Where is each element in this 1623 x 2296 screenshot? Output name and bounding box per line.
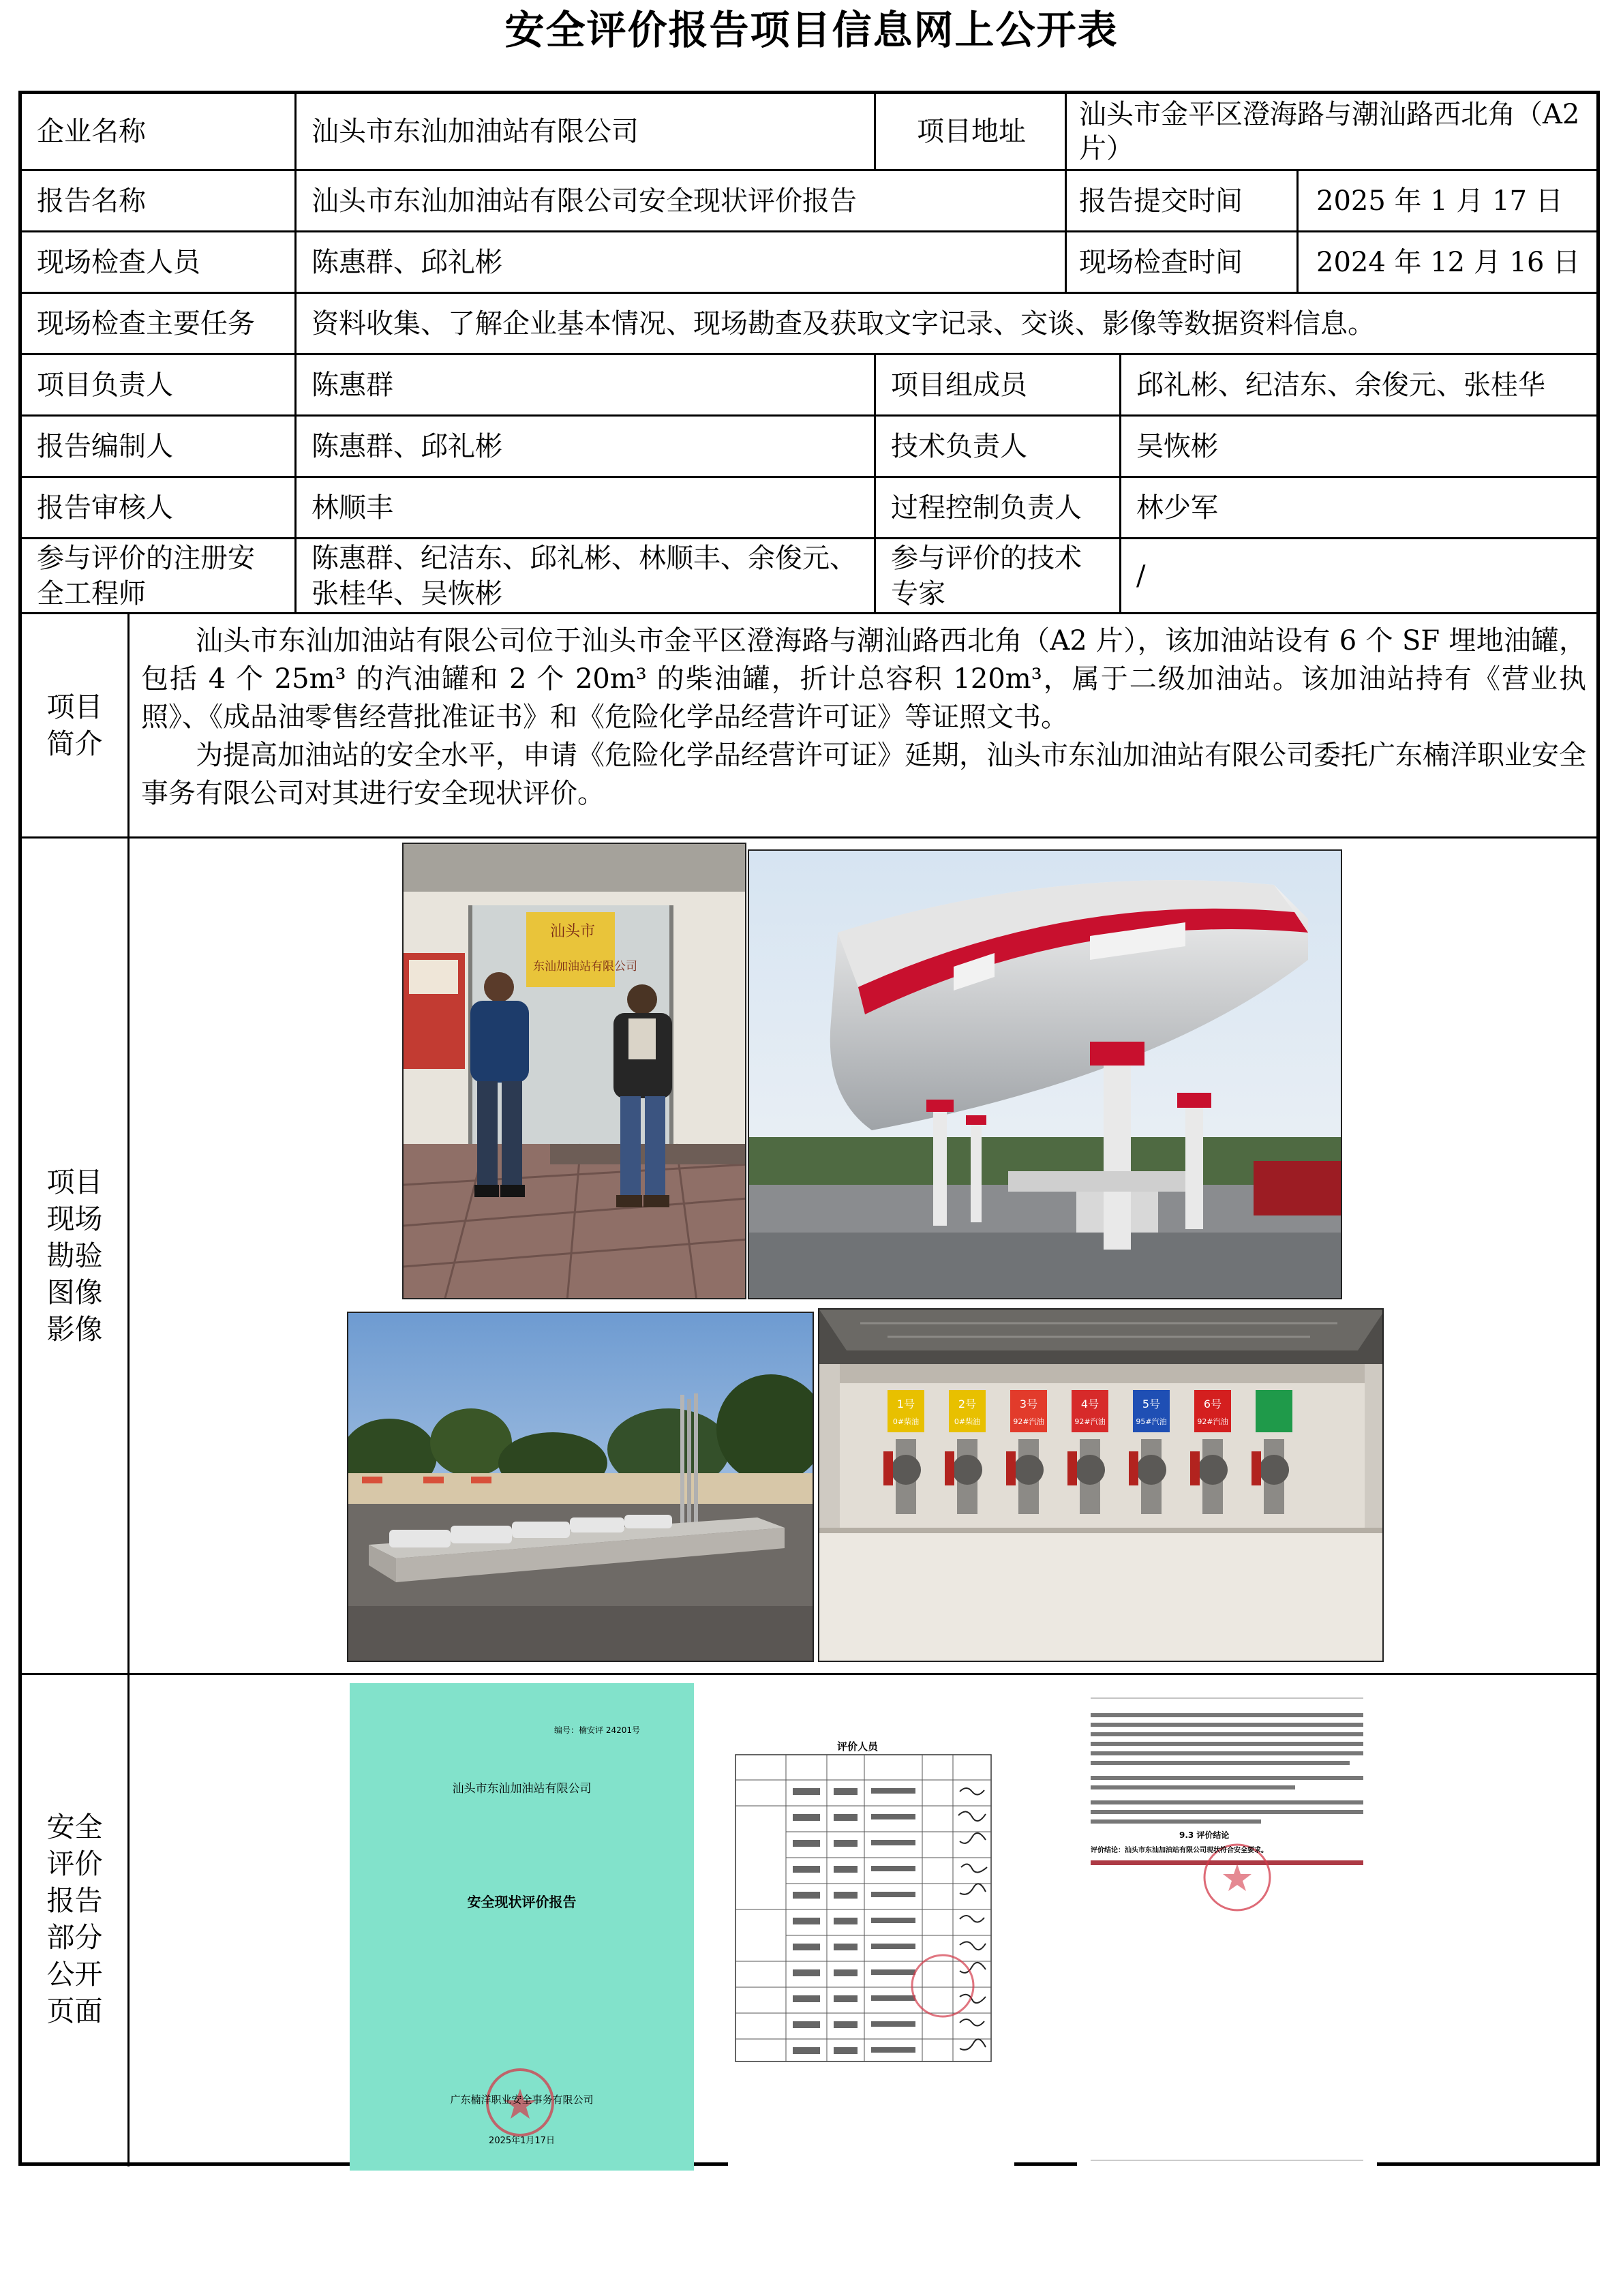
engineers-value [297,539,874,612]
valve-handle [883,1451,893,1485]
row-divider [22,612,1596,614]
process-lead-label: 过程控制负责人 [891,492,1082,524]
members-value: 邱礼彬、纪洁东、余俊元、张桂华 [1136,369,1545,401]
tech-lead-label: 技术负责人 [891,430,1027,462]
engineers-value-line2: 张桂华、吴恢彬 [312,577,502,609]
page-title: 安全评价报告项目信息网上公开表 [504,7,1119,53]
pump-sub-text: 0#柴油 [954,1417,981,1426]
valve-handle [1067,1451,1077,1485]
pump-label-text: 1号 [896,1398,915,1410]
staff-title: 评价人员 [836,1740,878,1753]
engineers-value-line1: 陈惠群、纪洁东、邱礼彬、林顺丰、余俊元、 [312,542,857,574]
leader-label: 项目负责人 [37,369,173,401]
experts-label [876,539,1119,612]
report-label-line: 评价 [46,1847,103,1880]
valve-handle [1252,1451,1261,1485]
report-label [22,1675,127,2162]
pump-sub-text: 95#汽油 [1136,1417,1167,1426]
row-divider [22,1673,1596,1675]
pump-sub-text: 92#汽油 [1197,1417,1228,1426]
address-value-line1: 汕头市金平区澄海路与潮汕路西北角（A2 [1079,99,1580,130]
pump-sub-text: 0#柴油 [892,1417,920,1426]
conclusion-title: 9.3 评价结论 [1179,1830,1230,1840]
engineers-label [22,539,294,612]
photos-label-line: 项目 [46,1166,103,1198]
valve-icon [1198,1455,1228,1485]
company-label: 企业名称 [37,116,146,147]
inspectors-label: 现场检查人员 [37,246,200,278]
inspect-time-value: 2024 年 12 月 16 日 [1316,246,1581,278]
intro-label-line2: 简介 [46,727,103,760]
report-name-label: 报告名称 [37,185,146,217]
submit-time-label: 报告提交时间 [1079,185,1243,217]
members-label: 项目组成员 [891,369,1027,401]
row-divider [22,836,1596,839]
photos-label-line: 勘验 [46,1239,103,1272]
valve-handle [945,1451,954,1485]
valve-icon [1136,1455,1166,1485]
pump-label-text: 5号 [1142,1398,1161,1410]
valve-icon [952,1455,982,1485]
photo-inspectors [402,843,746,1299]
address-label: 项目地址 [917,116,1026,147]
reviewer-label: 报告审核人 [37,492,173,524]
report-name-value: 汕头市东汕加油站有限公司安全现状评价报告 [312,185,857,217]
tech-lead-value: 吴恢彬 [1136,430,1218,462]
experts-value: / [1136,560,1146,592]
valve-handle [1129,1451,1138,1485]
experts-label-line1: 参与评价的技术 [891,542,1082,574]
cover-title: 安全现状评价报告 [467,1894,577,1910]
pump-sub-text: 92#汽油 [1074,1417,1106,1426]
intro-text [141,622,1586,813]
cover-org: 广东楠洋职业安全事务有限公司 [450,2094,594,2106]
photo-canopy [748,849,1342,1299]
main-task-value: 资料收集、了解企业基本情况、现场勘查及获取文字记录、交谈、影像等数据资料信息。 [312,307,1375,339]
report-label-line: 安全 [46,1810,103,1843]
pump-label-text: 6号 [1203,1398,1222,1410]
pump-sub-text: 92#汽油 [1013,1417,1044,1426]
inspect-time-label: 现场检查时间 [1079,246,1243,278]
cover-company: 汕头市东汕加油站有限公司 [452,1782,592,1796]
process-lead-value: 林少军 [1136,492,1218,524]
col-divider [127,612,130,2166]
valve-handle [1190,1451,1200,1485]
report-cover-page [350,1683,694,2171]
photos-label-line: 图像 [46,1276,103,1309]
pump-label-text: 3号 [1019,1398,1038,1410]
conclusion-text: 评价结论：汕头市东汕加油站有限公司现状符合安全要求。 [1091,1847,1268,1854]
report-staff-page [728,1683,1014,2171]
address-value-line2: 片） [1079,133,1134,164]
pump-label-text: 2号 [958,1398,977,1410]
report-label-line: 报告 [46,1884,103,1917]
intro-label [22,614,127,836]
photo-tank-area [347,1312,814,1662]
cover-number: 编号：楠安评 24201号 [554,1725,640,1735]
report-label-line: 公开 [46,1957,103,1991]
reviewer-value: 林顺丰 [312,492,393,524]
experts-label-line2: 专家 [891,577,945,609]
intro-label-line1: 项目 [46,691,103,723]
main-task-label: 现场检查主要任务 [37,307,255,339]
valve-handle [1006,1451,1016,1485]
report-label-line: 页面 [46,1994,103,2027]
photos-label-line: 现场 [46,1203,103,1235]
store-sign-text-1: 汕头市 [550,923,596,940]
photos-label-line: 影像 [46,1313,103,1346]
photos-label [22,839,127,1673]
conclusion-text-graphic [1077,1683,1377,2171]
valve-icon [1014,1455,1044,1485]
report-label-line: 部分 [46,1920,103,1954]
address-value [1067,94,1596,169]
valve-icon [1259,1455,1289,1485]
engineers-label-line2: 全工程师 [37,577,146,609]
pump-label-tag [1256,1390,1292,1432]
valve-icon [1075,1455,1105,1485]
valve-icon [891,1455,921,1485]
intro-paragraph-1: 汕头市东汕加油站有限公司位于汕头市金平区澄海路与潮汕路西北角（A2 片），该加油站设有 6 个 SF 埋地油罐，包括 4 个 25m³ 的汽油罐和 2 个 20m³ 的柴油罐，折计总容积 120m³，属于二级加油站。该加油站持有《营业执照》、《成品油零售经营批准证书》和《危险化学品经营许可证》等证照文书。 [141,625,1586,733]
company-value: 汕头市东汕加油站有限公司 [312,116,639,147]
compiler-value: 陈惠群、邱礼彬 [312,430,502,462]
cover-date: 2025年1月17日 [489,2136,555,2146]
photo-unloading-box [818,1308,1384,1662]
store-sign-text-2: 东汕加油站有限公司 [533,960,637,973]
compiler-label: 报告编制人 [37,430,173,462]
pump-label-text: 4号 [1080,1398,1099,1410]
staff-table-graphic [735,1754,1007,2068]
submit-time-value: 2025 年 1 月 17 日 [1316,185,1563,217]
engineers-label-line1: 参与评价的注册安 [37,542,255,574]
leader-value: 陈惠群 [312,369,393,401]
report-conclusion-page [1077,1683,1377,2171]
intro-paragraph-2: 为提高加油站的安全水平，申请《危险化学品经营许可证》延期，汕头市东汕加油站有限公司委托广东楠洋职业安全事务有限公司对其进行安全现状评价。 [141,740,1586,809]
inspectors-value: 陈惠群、邱礼彬 [312,246,502,278]
